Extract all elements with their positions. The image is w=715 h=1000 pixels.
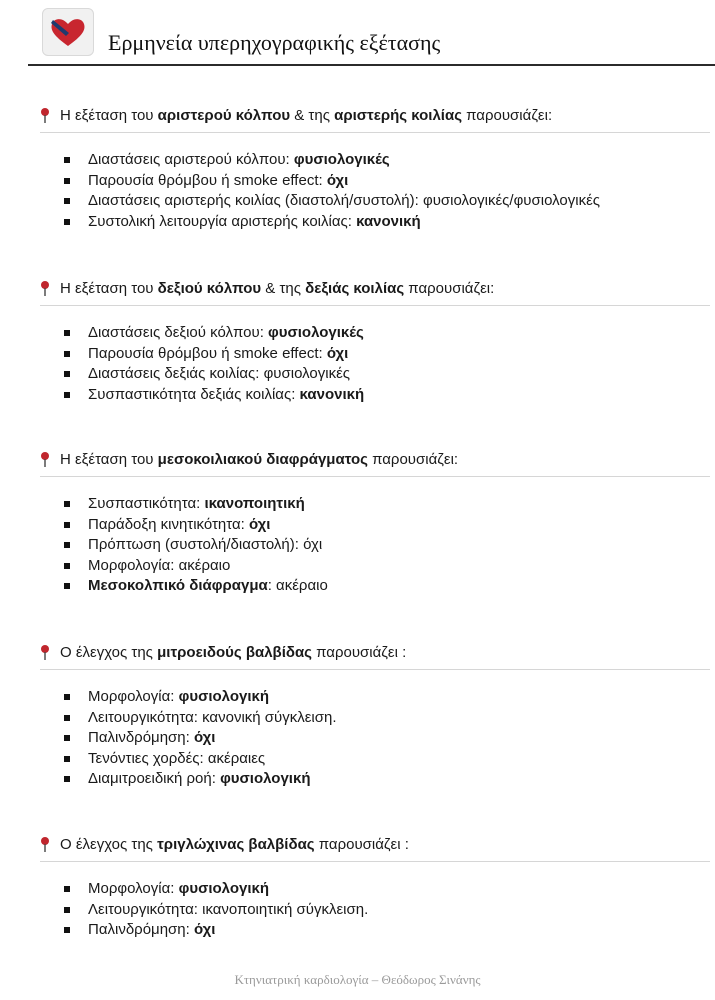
finding-list [64, 687, 337, 790]
finding-list [64, 150, 600, 232]
list-item: Λειτουργικότητα: ικανοποιητική σύγκλειση. [64, 900, 368, 921]
list-item: Λειτουργικότητα: κανονική σύγκλειση. [64, 708, 337, 729]
section-left-atrium-ventricle [40, 106, 710, 230]
list-item: Παρουσία θρόμβου ή smoke effect: όχι [64, 171, 600, 192]
footer-credit: Κτηνιατρική καρδιολογία – Θεόδωρος Σινάνης [234, 972, 481, 987]
square-bullet-icon [64, 178, 70, 184]
section-interventricular-septum [40, 450, 710, 594]
heart-logo-icon [42, 8, 94, 56]
list-item: Συσπαστικότητα: ικανοποιητική [64, 494, 328, 515]
pushpin-icon [40, 451, 50, 467]
finding-list [64, 323, 364, 405]
heart-svg [48, 14, 88, 50]
section-heading: Ο έλεγχος της μιτροειδούς βαλβίδας παρουσιάζει : [40, 643, 710, 670]
list-item: Συστολική λειτουργία αριστερής κοιλίας: κανονική [64, 212, 600, 233]
list-item: Πρόπτωση (συστολή/διαστολή): όχι [64, 535, 328, 556]
square-bullet-icon [64, 694, 70, 700]
square-bullet-icon [64, 886, 70, 892]
square-bullet-icon [64, 330, 70, 336]
square-bullet-icon [64, 198, 70, 204]
finding-list [64, 879, 368, 941]
list-item: Μορφολογία: φυσιολογική [64, 879, 368, 900]
list-item: Διαστάσεις δεξιάς κοιλίας: φυσιολογικές [64, 364, 364, 385]
square-bullet-icon [64, 583, 70, 589]
section-heading: Η εξέταση του αριστερού κόλπου & της αριστερής κοιλίας παρουσιάζει: [40, 106, 710, 133]
list-item: Μορφολογία: ακέραιο [64, 556, 328, 577]
list-item: Διαστάσεις αριστερής κοιλίας (διαστολή/συστολή): φυσιολογικές/φυσιολογικές [64, 191, 600, 212]
pushpin-icon [40, 280, 50, 296]
page-header [28, 6, 715, 66]
section-heading: Η εξέταση του μεσοκοιλιακού διαφράγματος παρουσιάζει: [40, 450, 710, 477]
square-bullet-icon [64, 219, 70, 225]
square-bullet-icon [64, 907, 70, 913]
finding-list [64, 494, 328, 597]
square-bullet-icon [64, 351, 70, 357]
square-bullet-icon [64, 776, 70, 782]
list-item: Τενόντιες χορδές: ακέραιες [64, 749, 337, 770]
square-bullet-icon [64, 157, 70, 163]
square-bullet-icon [64, 927, 70, 933]
square-bullet-icon [64, 542, 70, 548]
square-bullet-icon [64, 392, 70, 398]
pushpin-icon [40, 836, 50, 852]
list-item: Διαστάσεις αριστερού κόλπου: φυσιολογικές [64, 150, 600, 171]
page-title: Ερμηνεία υπερηχογραφικής εξέτασης [108, 30, 441, 55]
square-bullet-icon [64, 501, 70, 507]
square-bullet-icon [64, 563, 70, 569]
list-item: Παράδοξη κινητικότητα: όχι [64, 515, 328, 536]
pushpin-icon [40, 107, 50, 123]
square-bullet-icon [64, 715, 70, 721]
square-bullet-icon [64, 522, 70, 528]
square-bullet-icon [64, 735, 70, 741]
list-item: Παλινδρόμηση: όχι [64, 728, 337, 749]
list-item: Μεσοκολπικό διάφραγμα: ακέραιο [64, 576, 328, 597]
list-item: Μορφολογία: φυσιολογική [64, 687, 337, 708]
section-heading: Η εξέταση του δεξιού κόλπου & της δεξιάς κοιλίας παρουσιάζει: [40, 279, 710, 306]
section-right-atrium-ventricle [40, 279, 710, 403]
list-item: Διαμιτροειδική ροή: φυσιολογική [64, 769, 337, 790]
square-bullet-icon [64, 371, 70, 377]
list-item: Συσπαστικότητα δεξιάς κοιλίας: κανονική [64, 385, 364, 406]
list-item: Παρουσία θρόμβου ή smoke effect: όχι [64, 344, 364, 365]
section-mitral-valve [40, 643, 710, 787]
pushpin-icon [40, 644, 50, 660]
square-bullet-icon [64, 756, 70, 762]
section-heading: Ο έλεγχος της τριγλώχινας βαλβίδας παρουσιάζει : [40, 835, 710, 862]
list-item: Διαστάσεις δεξιού κόλπου: φυσιολογικές [64, 323, 364, 344]
list-item: Παλινδρόμηση: όχι [64, 920, 368, 941]
section-tricuspid-valve [40, 835, 710, 938]
